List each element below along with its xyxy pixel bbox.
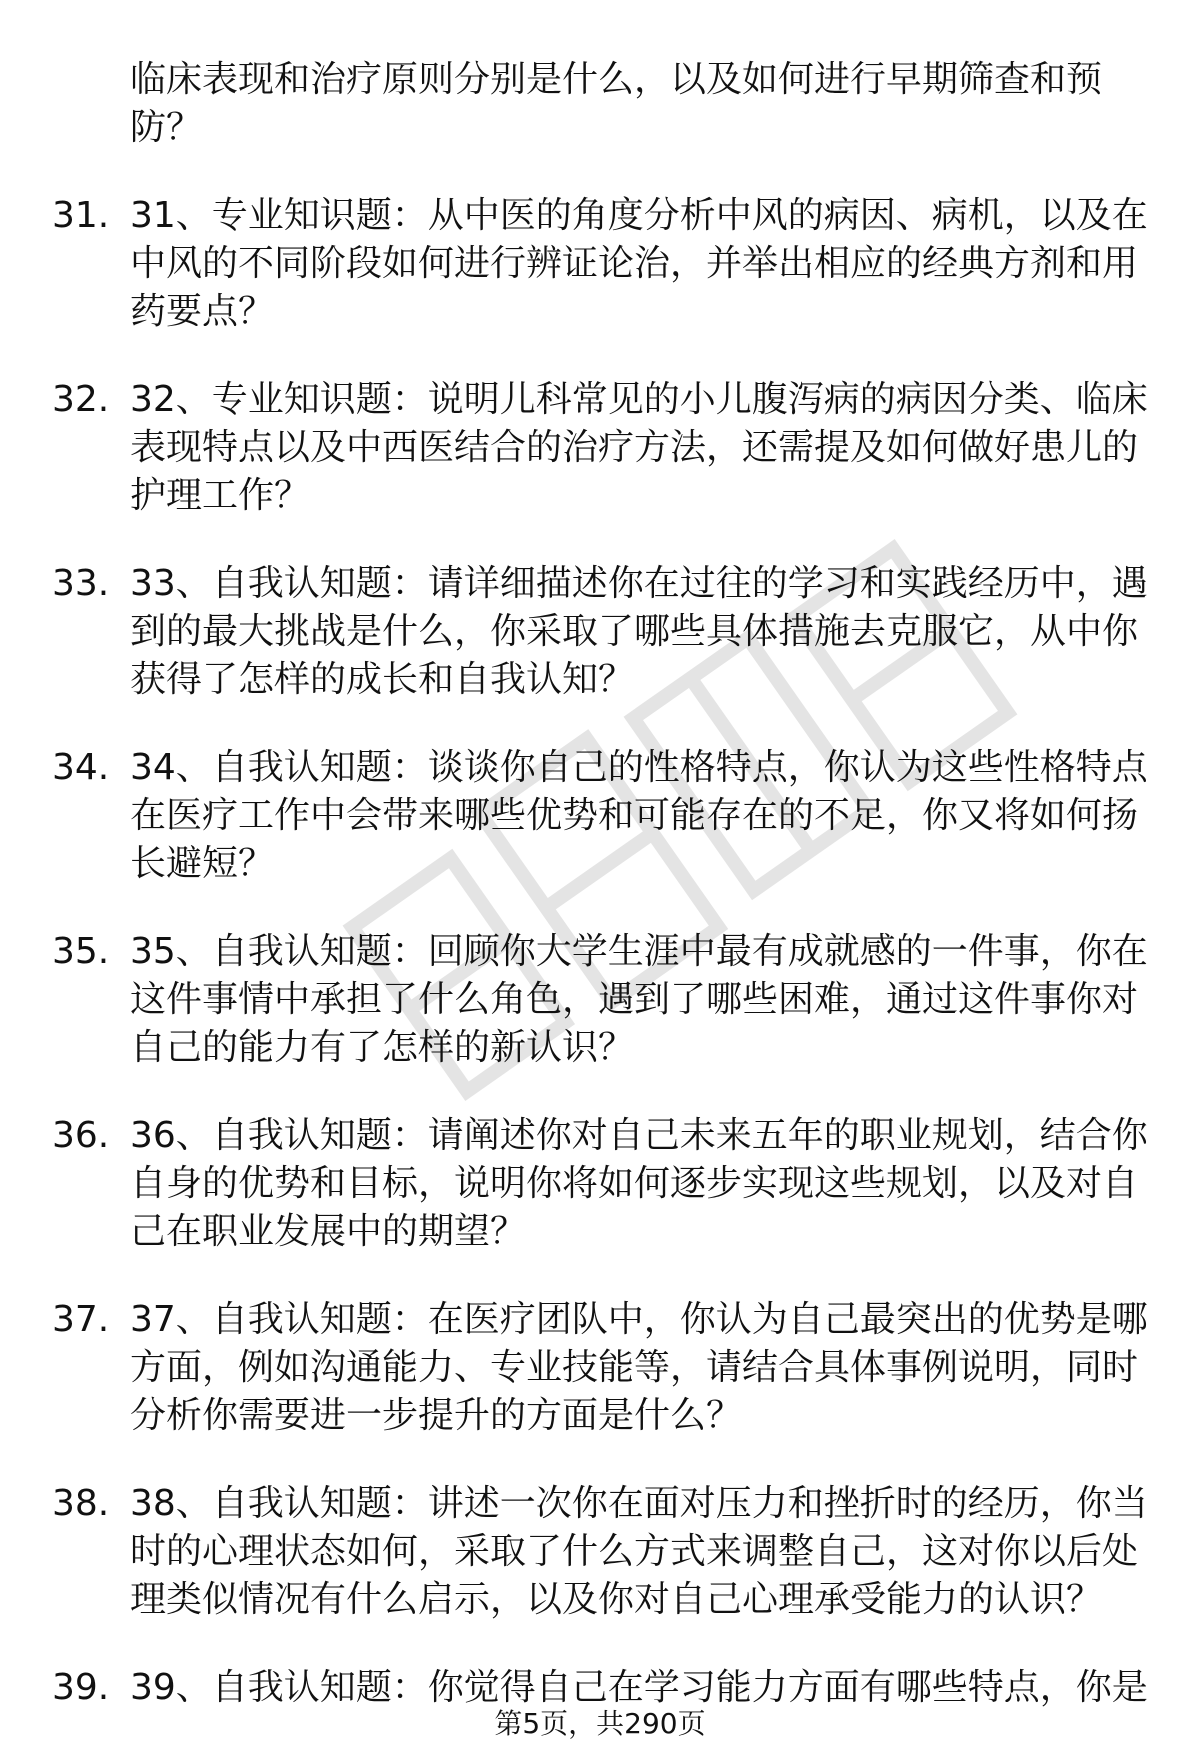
item-number: 38. <box>52 1483 110 1524</box>
list-item <box>0 928 1200 1072</box>
list-item <box>0 1112 1200 1256</box>
item-number: 35. <box>52 931 110 972</box>
continued-question-text: 临床表现和治疗原则分别是什么，以及如何进行早期筛查和预防？ <box>130 59 1103 148</box>
question-list <box>0 56 1200 1752</box>
list-item <box>0 1480 1200 1624</box>
item-text: 33、自我认知题：请详细描述你在过往的学习和实践经历中，遇到的最大挑战是什么，你采取了哪些具体措施去克服它，从中你获得了怎样的成长和自我认知？ <box>130 563 1148 700</box>
item-text: 32、专业知识题：说明儿科常见的小儿腹泻病的病因分类、临床表现特点以及中西医结合的治疗方法，还需提及如何做好患儿的护理工作？ <box>130 379 1148 516</box>
item-number: 39. <box>52 1667 110 1708</box>
item-text: 34、自我认知题：谈谈你自己的性格特点，你认为这些性格特点在医疗工作中会带来哪些优势和可能存在的不足，你又将如何扬长避短？ <box>130 747 1148 884</box>
item-text: 31、专业知识题：从中医的角度分析中风的病因、病机，以及在中风的不同阶段如何进行辨证论治，并举出相应的经典方剂和用药要点？ <box>130 195 1148 332</box>
item-number: 32. <box>52 379 110 420</box>
item-text: 38、自我认知题：讲述一次你在面对压力和挫折时的经历，你当时的心理状态如何，采取了什么方式来调整自己，这对你以后处理类似情况有什么启示，以及你对自己心理承受能力的认识？ <box>130 1483 1148 1620</box>
list-item <box>0 744 1200 888</box>
item-text: 36、自我认知题：请阐述你对自己未来五年的职业规划，结合你自身的优势和目标，说明你将如何逐步实现这些规划，以及对自己在职业发展中的期望？ <box>130 1115 1148 1252</box>
list-item <box>0 376 1200 520</box>
item-number: 31. <box>52 195 110 236</box>
list-item <box>0 1664 1200 1712</box>
item-text: 39、自我认知题：你觉得自己在学习能力方面有哪些特点，你是 <box>130 1667 1148 1708</box>
item-text: 37、自我认知题：在医疗团队中，你认为自己最突出的优势是哪方面，例如沟通能力、专业技能等，请结合具体事例说明，同时分析你需要进一步提升的方面是什么？ <box>130 1299 1148 1436</box>
item-number: 36. <box>52 1115 110 1156</box>
list-item <box>0 192 1200 336</box>
list-item <box>0 560 1200 704</box>
item-number: 33. <box>52 563 110 604</box>
item-text: 35、自我认知题：回顾你大学生涯中最有成就感的一件事，你在这件事情中承担了什么角色，遇到了哪些困难，通过这件事你对自己的能力有了怎样的新认识？ <box>130 931 1148 1068</box>
list-item <box>0 1296 1200 1440</box>
item-number: 37. <box>52 1299 110 1340</box>
page-number-footer: 第5页，共290页 <box>494 1707 706 1740</box>
item-number: 34. <box>52 747 110 788</box>
